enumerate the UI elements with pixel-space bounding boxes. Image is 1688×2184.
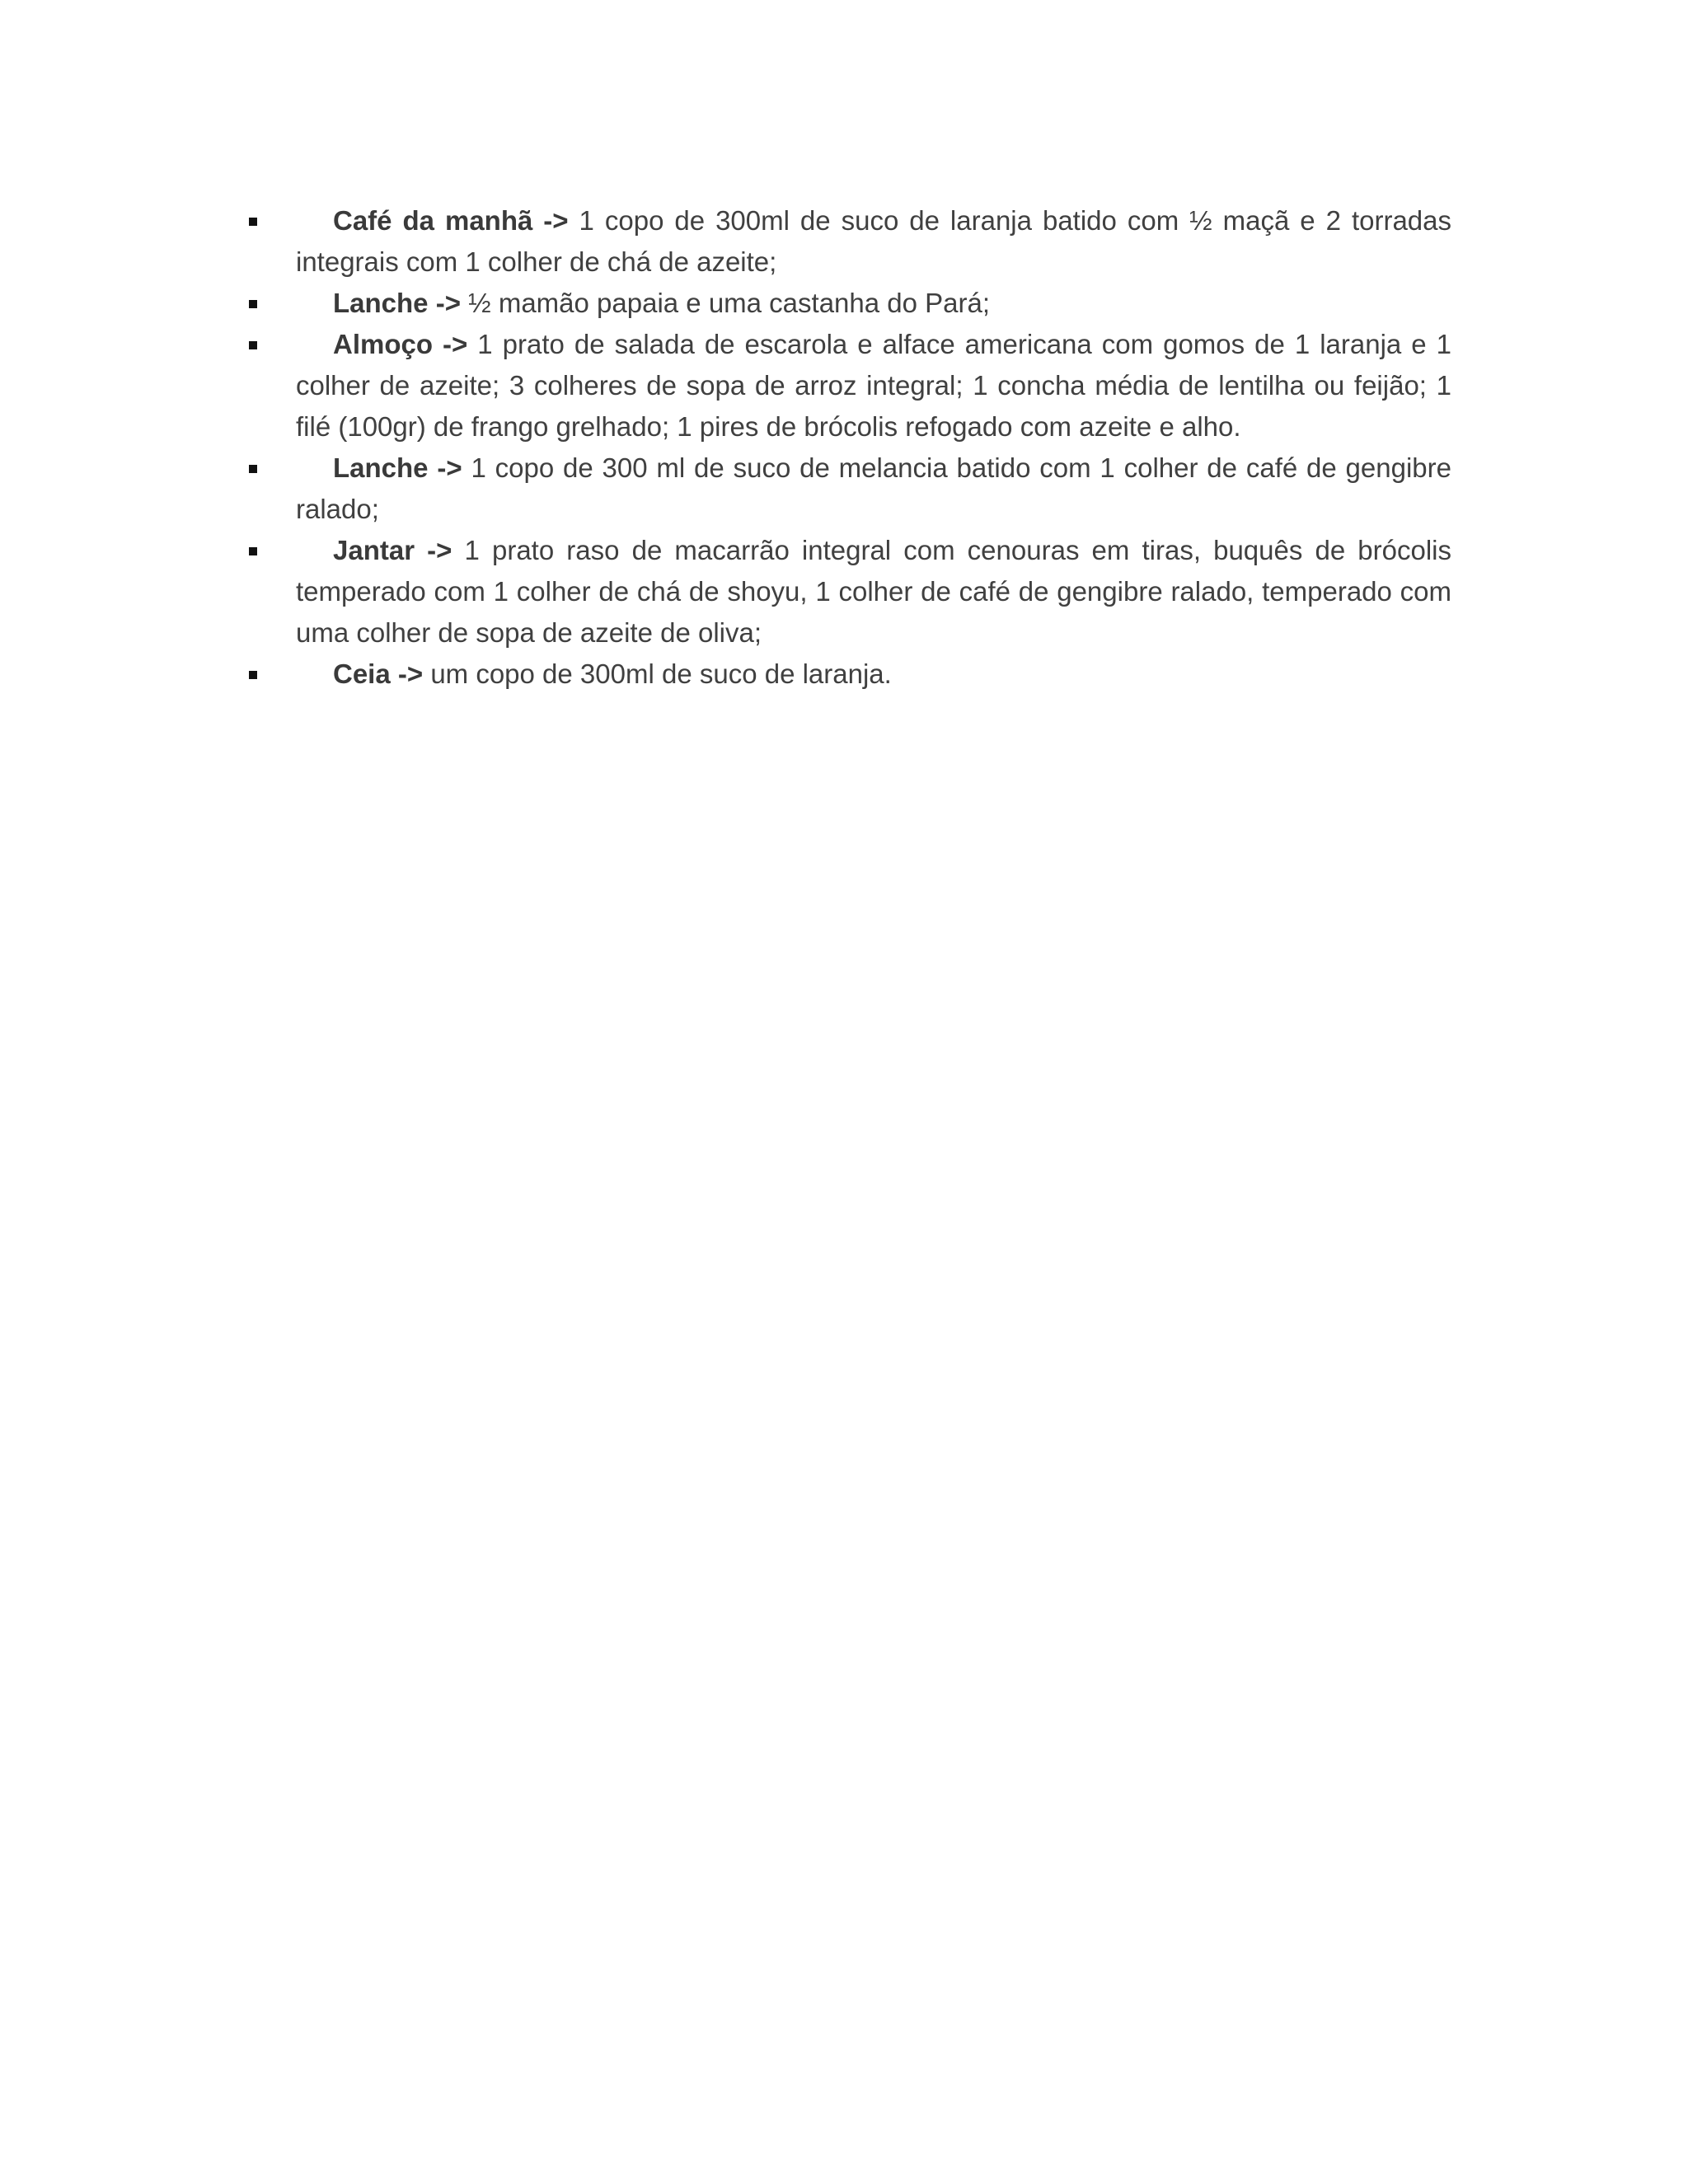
meal-plan-list [244, 200, 1451, 695]
list-item-text [296, 654, 1451, 695]
meal-description: 1 prato de salada de escarola e alface americana com gomos de 1 laranja e 1 colher de azeite; 3 colheres de sopa de arroz integral; 1 concha média de lentilha ou feijão; 1 filé (100gr) de frango grelhado; 1 pires de brócolis refogado com azeite e alho. [296, 329, 1451, 442]
meal-description: um copo de 300ml de suco de laranja. [430, 658, 892, 689]
list-item-lunch [244, 324, 1451, 448]
meal-label: Lanche -> [333, 452, 462, 483]
square-bullet-icon [249, 300, 257, 308]
list-item-text [296, 200, 1451, 283]
meal-label: Almoço -> [333, 329, 468, 359]
list-item-supper [244, 654, 1451, 695]
meal-label: Lanche -> [333, 288, 461, 318]
meal-label: Jantar -> [333, 535, 452, 565]
square-bullet-icon [249, 218, 257, 226]
meal-description: ½ mamão papaia e uma castanha do Pará; [468, 288, 991, 318]
list-item-text [296, 448, 1451, 530]
meal-description: 1 prato raso de macarrão integral com cenouras em tiras, buquês de brócolis temperado com 1 colher de chá de shoyu, 1 colher de café de gengibre ralado, temperado com uma colher de sopa de azeite de oliva; [296, 535, 1451, 648]
square-bullet-icon [249, 547, 257, 555]
meal-description: 1 copo de 300 ml de suco de melancia batido com 1 colher de café de gengibre ralado; [296, 452, 1452, 524]
meal-description: 1 copo de 300ml de suco de laranja batido com ½ maçã e 2 torradas integrais com 1 colher de chá de azeite; [296, 205, 1452, 277]
list-item-text [296, 530, 1451, 654]
list-item-text [296, 324, 1451, 448]
meal-label: Café da manhã -> [333, 205, 569, 236]
square-bullet-icon [249, 465, 257, 473]
square-bullet-icon [249, 341, 257, 349]
list-item-snack-morning [244, 283, 1451, 324]
list-item-dinner [244, 530, 1451, 654]
list-item-snack-afternoon [244, 448, 1451, 530]
list-item-text [296, 283, 1451, 324]
square-bullet-icon [249, 671, 257, 679]
meal-label: Ceia -> [333, 658, 424, 689]
list-item-breakfast [244, 200, 1451, 283]
